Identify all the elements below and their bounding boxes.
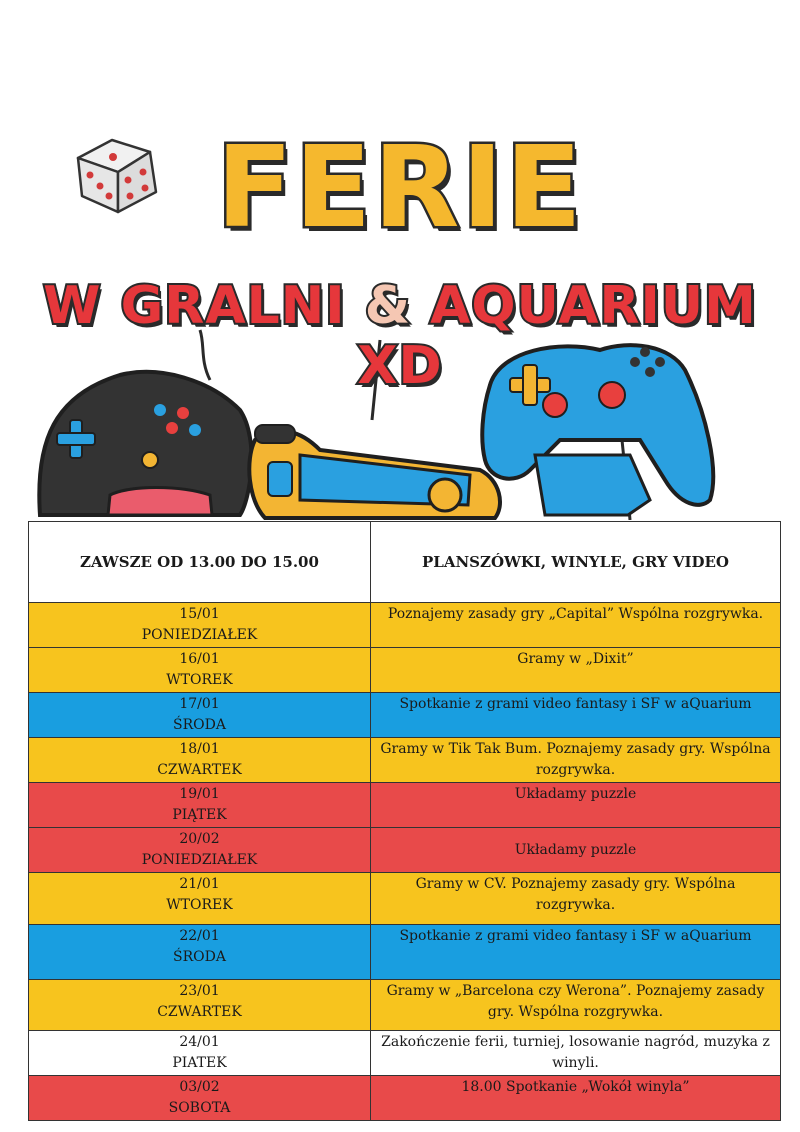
- activity-cell: Układamy puzzle: [371, 783, 781, 828]
- date-cell: [29, 648, 371, 693]
- date-cell: [29, 603, 371, 648]
- subtitle-part-2: AQUARIUM XD: [357, 276, 757, 396]
- row-date: 19/01: [179, 786, 220, 802]
- row-date: 22/01: [179, 928, 220, 944]
- activity-cell: 18.00 Spotkanie „Wokół winyla”: [371, 1076, 781, 1121]
- table-row: [29, 980, 781, 1031]
- activity-cell: Układamy puzzle: [371, 828, 781, 873]
- date-cell: [29, 738, 371, 783]
- activity-cell: Poznajemy zasady gry „Capital” Wspólna rozgrywka.: [371, 603, 781, 648]
- table-row: [29, 1076, 781, 1121]
- header-time: ZAWSZE OD 13.00 DO 15.00: [29, 522, 371, 603]
- table-row: [29, 873, 781, 925]
- table-row: [29, 693, 781, 738]
- yellow-gamepad-icon: [249, 425, 500, 518]
- table-row: [29, 738, 781, 783]
- row-date: 16/01: [179, 651, 220, 667]
- activity-cell: Gramy w „Dixit”: [371, 648, 781, 693]
- activity-cell: Gramy w CV. Poznajemy zasady gry. Wspólna rozgrywka.: [371, 873, 781, 925]
- subtitle-part-1: W GRALNI: [43, 276, 365, 336]
- subtitle-ampersand: &: [364, 276, 431, 336]
- header-activities: PLANSZÓWKI, WINYLE, GRY VIDEO: [371, 522, 781, 603]
- table-row: [29, 648, 781, 693]
- date-cell: [29, 873, 371, 925]
- row-date: 21/01: [179, 876, 220, 892]
- poster-title: FERIE: [216, 123, 584, 253]
- activity-cell: Gramy w „Barcelona czy Werona”. Poznajemy zasady gry. Wspólna rozgrywka.: [371, 980, 781, 1031]
- row-date: 17/01: [179, 696, 220, 712]
- row-date: 03/02: [179, 1079, 220, 1095]
- row-day: ŚRODA: [173, 949, 226, 965]
- poster-illustration: [0, 0, 800, 520]
- row-day: WTOREK: [166, 897, 233, 913]
- date-cell: [29, 1076, 371, 1121]
- date-cell: [29, 925, 371, 980]
- row-date: 20/02: [179, 831, 220, 847]
- table-row: [29, 783, 781, 828]
- table-row: [29, 1031, 781, 1076]
- row-day: PONIEDZIAŁEK: [141, 627, 258, 643]
- row-day: ŚRODA: [173, 717, 226, 733]
- poster-subtitle: [0, 276, 800, 396]
- row-day: WTOREK: [166, 672, 233, 688]
- date-cell: [29, 980, 371, 1031]
- row-day: CZWARTEK: [157, 762, 242, 778]
- row-date: 18/01: [179, 741, 220, 757]
- schedule-rows: [29, 603, 781, 1121]
- row-day: PIĄTEK: [172, 807, 227, 823]
- row-day: CZWARTEK: [157, 1004, 242, 1020]
- schedule-table: [28, 521, 781, 1121]
- activity-cell: Spotkanie z grami video fantasy i SF w aQuarium: [371, 693, 781, 738]
- date-cell: [29, 693, 371, 738]
- activity-cell: Gramy w Tik Tak Bum. Poznajemy zasady gry. Wspólna rozgrywka.: [371, 738, 781, 783]
- row-day: PONIEDZIAŁEK: [141, 852, 258, 868]
- row-date: 24/01: [179, 1034, 220, 1050]
- table-row: [29, 828, 781, 873]
- date-cell: [29, 828, 371, 873]
- table-header-row: [29, 522, 781, 603]
- activity-cell: Spotkanie z grami video fantasy i SF w aQuarium: [371, 925, 781, 980]
- table-row: [29, 925, 781, 980]
- row-date: 15/01: [179, 606, 220, 622]
- table-row: [29, 603, 781, 648]
- row-day: SOBOTA: [168, 1100, 231, 1116]
- poster-header: [0, 0, 800, 520]
- date-cell: [29, 783, 371, 828]
- row-day: PIATEK: [172, 1055, 227, 1071]
- date-cell: [29, 1031, 371, 1076]
- activity-cell: Zakończenie ferii, turniej, losowanie nagród, muzyka z winyli.: [371, 1031, 781, 1076]
- row-date: 23/01: [179, 983, 220, 999]
